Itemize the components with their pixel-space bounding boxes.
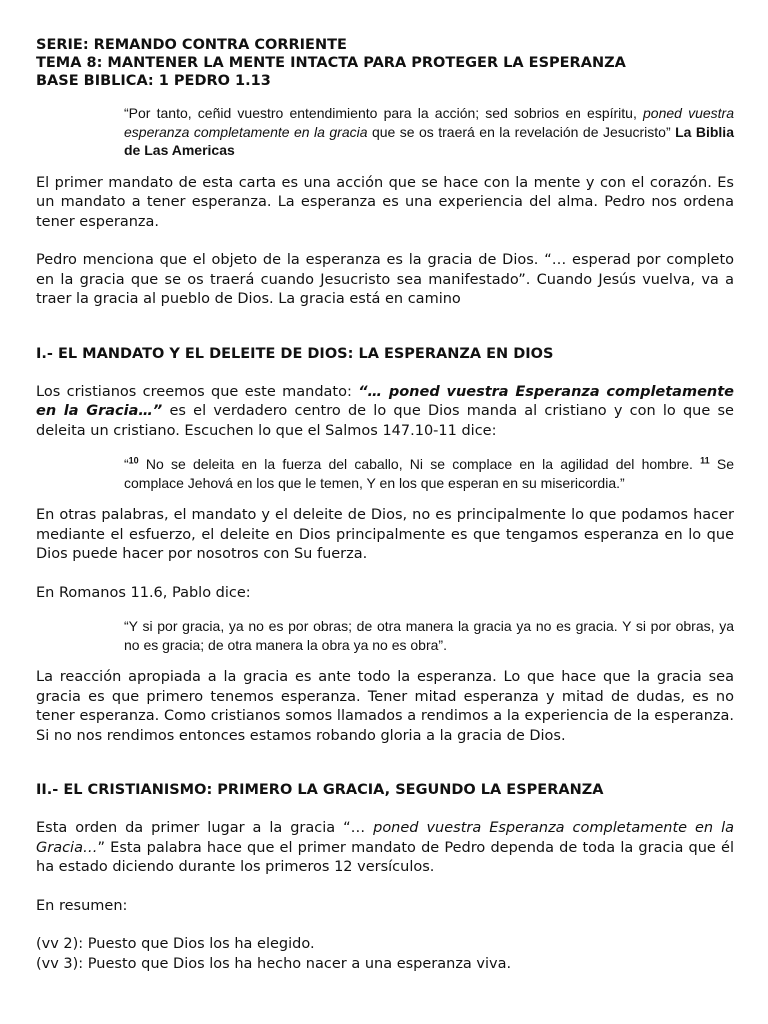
quote-text: “Por tanto, ceñid vuestro entendimiento para la acción; sed sobrios en espíritu,: [124, 105, 643, 121]
quote-mark: “: [124, 456, 129, 472]
emphasis: poned vuestra Esperanza completamente en la Gracia…: [36, 820, 734, 856]
summary-item: (vv 3): Puesto que Dios los ha hecho nacer a una esperanza viva.: [36, 955, 512, 972]
section-1-paragraph-1: [36, 383, 734, 442]
verse-text: Se complace Jehová en los que le temen, Y en los que esperan en su misericordia.”: [124, 456, 735, 491]
section-1-title: I.- EL MANDATO Y EL DELEITE DE DIOS: LA ESPERANZA EN DIOS: [36, 345, 554, 362]
verse-number: 11: [700, 455, 710, 466]
document-page: [36, 36, 734, 974]
section-1-paragraph-4: La reacción apropiada a la gracia es ante todo la esperanza. Lo que hace que la gracia sea gracia es que primero tenemos esperanza. Tener mitad esperanza y mitad de dudas, es no tener esperanza. Como cristianos somos llamados a rendimos a la experiencia de la esperanza. Si no nos rendimos entonces estamos robando gloria a la gracia de Dios.: [36, 669, 734, 744]
section-1-paragraph-3: En Romanos 11.6, Pablo dice:: [36, 584, 251, 601]
verse-text: No se deleita en la fuerza del caballo, Ni se complace en la agilidad del hombre.: [138, 456, 701, 472]
quote-source: La Biblia de Las Americas: [124, 123, 734, 158]
text: ” Esta palabra hace que el primer mandato de Pedro dependa de toda la gracia que él ha estado diciendo durante los primeros 12 versículos.: [36, 839, 734, 875]
verse-number: 10: [128, 455, 139, 466]
bible-base: BASE BIBLICA: 1 PEDRO 1.13: [36, 73, 271, 89]
section-2-paragraph-1: [36, 819, 734, 878]
series-title: SERIE: REMANDO CONTRA CORRIENTE: [36, 37, 347, 53]
section-1-paragraph-2: En otras palabras, el mandato y el deleite de Dios, no es principalmente lo que podamos hacer mediante el esfuerzo, el deleite en Dios principalmente es que tengamos esperanza en lo que Dios puede hacer por nosotros con Su fuerza.: [36, 507, 734, 562]
section-2-title: II.- EL CRISTIANISMO: PRIMERO LA GRACIA, SEGUNDO LA ESPERANZA: [36, 782, 604, 798]
emphasis: “… poned vuestra Esperanza completamente en la Gracia…”: [36, 383, 734, 419]
quote-text-end: que se os traerá en la revelación de Jesucristo”: [367, 123, 676, 140]
summary-item: (vv 2): Puesto que Dios los ha elegido.: [36, 936, 315, 952]
summary-label: En resumen:: [36, 897, 128, 914]
text: es el verdadero centro de lo que Dios manda al cristiano y con lo que se deleita un cristiano. Escuchen lo que el Salmos 147.10-11 dice:: [36, 403, 734, 439]
text: Los cristianos creemos que este mandato:: [36, 383, 359, 400]
paragraph-1: El primer mandato de esta carta es una acción que se hace con la mente y con el corazón. Es un mandato a tener esperanza. La esperanza es una experiencia del alma. Pedro nos ordena tener esperanza.: [36, 174, 734, 230]
psalm-quote: [124, 455, 734, 492]
opening-quote: [124, 104, 734, 160]
topic-title: TEMA 8: MANTENER LA MENTE INTACTA PARA PROTEGER LA ESPERANZA: [36, 55, 626, 71]
romans-quote: “Y si por gracia, ya no es por obras; de otra manera la gracia ya no es gracia. Y si por obras, ya no es gracia; de otra manera la obra ya no es obra”.: [124, 618, 734, 653]
text: Esta orden da primer lugar a la gracia “…: [36, 820, 374, 836]
quote-italic: poned vuestra esperanza completamente en la gracia: [124, 105, 734, 140]
paragraph-2: Pedro menciona que el objeto de la esperanza es la gracia de Dios. “… esperad por completo en la gracia que se os traerá cuando Jesucristo sea manifestado”. Cuando Jesús vuelva, va a traer la gracia al pueblo de Dios. La gracia está en camino: [36, 252, 734, 307]
